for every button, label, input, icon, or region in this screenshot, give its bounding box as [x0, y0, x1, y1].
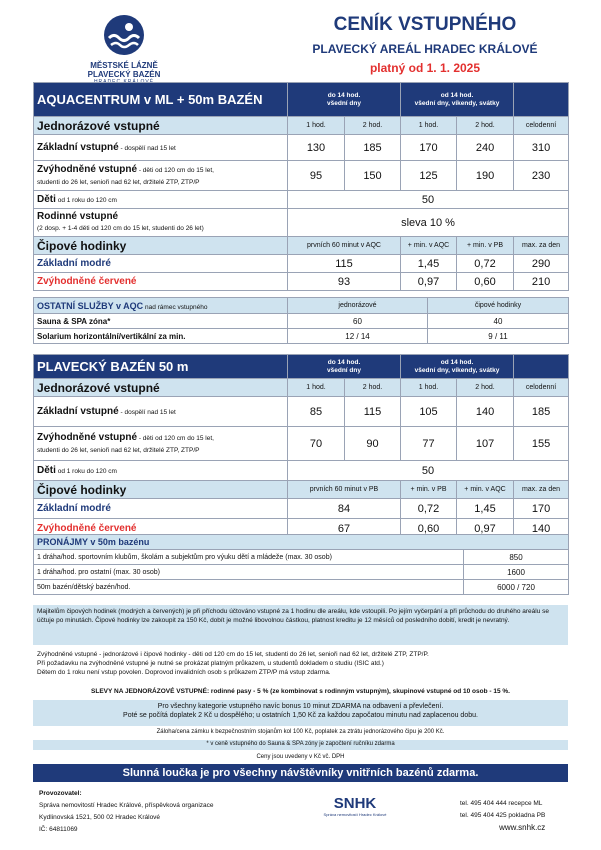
- banner: Slunná loučka je pro všechny návštěvníky vnitřních bazénů zdarma.: [33, 764, 568, 782]
- price: 240: [457, 135, 514, 161]
- col-header: max. za den: [514, 481, 569, 499]
- price: 50: [288, 191, 569, 209]
- snhk-sub: Správa nemovitostí Hradec Králové: [323, 812, 387, 817]
- aqc-title: AQUACENTRUM v ML + 50m BAZÉN: [34, 83, 288, 117]
- price: 90: [345, 427, 401, 461]
- table-row: 1 dráha/hod. sportovním klubům, školám a subjektům pro výuku dětí a mládeže (max. 30 osob): [34, 550, 464, 565]
- price: 1,45: [457, 499, 514, 519]
- page-subtitle: PLAVECKÝ AREÁL HRADEC KRÁLOVÉ: [312, 42, 538, 56]
- price: 107: [457, 427, 514, 461]
- price: 6000 / 720: [464, 580, 569, 595]
- col-header: jednorázové: [288, 298, 428, 314]
- price: 170: [401, 135, 457, 161]
- price: 105: [401, 397, 457, 427]
- valid-from: platný od 1. 1. 2025: [369, 61, 481, 75]
- rent-title: PRONÁJMY v 50m bazénu: [34, 535, 569, 550]
- footer-contact: [460, 798, 545, 834]
- bonus-info: [33, 700, 568, 726]
- pb-header-weekday: do 14 hod. všední dny: [288, 355, 401, 379]
- logo: [85, 14, 163, 85]
- footer-provider: [39, 788, 214, 836]
- footer-tel: tel. 495 404 425 pokladna PB: [460, 812, 546, 819]
- price: 290: [514, 255, 569, 273]
- price: 40: [428, 314, 569, 329]
- price: 77: [401, 427, 457, 461]
- services-title: OSTATNÍ SLUŽBY v AQC nad rámec vstupného: [34, 298, 288, 314]
- reduced-info-line: Dětem do 1 roku není vstup povolen. Doprovod invalidních osob s průkazem ZTP/P má vstup zdarma.: [37, 669, 331, 676]
- table-row: 50m bazén/dětský bazén/hod.: [34, 580, 464, 595]
- price: 50: [288, 461, 569, 481]
- price: 1600: [464, 565, 569, 580]
- chip-info-text: Majitelům čipových hodinek (modrých a červených) je při příchodu účtováno vstupné za 1 hodinu dle areálu, kde vstoupili. Po jejím vyčerpání a při průchodu do druhého areálu se účtuje po minutách. Čipové hodinky lze zakoupit za 150 Kč, dobít je možné libovolnou částkou, platnost kreditu je 12 měsíců od posledního dobití, kredit je nevratný.: [37, 608, 549, 624]
- footer-ic: IČ: 64811069: [39, 826, 78, 833]
- price: 230: [514, 161, 569, 191]
- col-header: max. za den: [514, 237, 569, 255]
- col-header: 1 hod.: [401, 379, 457, 397]
- discount-text: SLEVY NA JEDNORÁZOVÉ VSTUPNÉ: rodinné pasy - 5 % (ze kombinovat s rodinným vstupným), skupinové vstupné od 10 osob - 15 %.: [91, 688, 510, 695]
- pb-table: [33, 354, 569, 539]
- col-header: prvních 60 minut v AQC: [288, 237, 401, 255]
- footer-tel: tel. 495 404 444 recepce ML: [460, 800, 543, 807]
- reduced-info-line: Zvýhodněné vstupné - jednorázové i čipové hodinky - děti od 120 cm do 15 let, studenti do 26 let, senioři nad 62 let, držitelé ZTP, ZTP/P.: [37, 651, 429, 658]
- price: 0,72: [457, 255, 514, 273]
- pb-header-after: od 14 hod. všední dny, víkendy, svátky: [401, 355, 514, 379]
- footer-org: Správa nemovitostí Hradec Králové, příspěvková organizace: [39, 802, 214, 809]
- price: 93: [288, 273, 401, 291]
- footer-provider-label: Provozovatel:: [39, 790, 82, 797]
- col-header: 2 hod.: [345, 117, 401, 135]
- vat-note: Ceny jsou uvedeny v Kč vč. DPH: [256, 754, 345, 760]
- aqc-header-weekday: do 14 hod. všední dny: [288, 83, 401, 117]
- aqc-table: [33, 82, 569, 291]
- logo-line2: PLAVECKÝ BAZÉN: [87, 70, 161, 79]
- table-row: Rodinné vstupné (2 dosp. + 1-4 děti od 120 cm do 15 let, studenti do 26 let): [34, 209, 288, 237]
- pb-single-label: Jednorázové vstupné: [34, 379, 288, 397]
- price: 125: [401, 161, 457, 191]
- price: 115: [288, 255, 401, 273]
- price: 210: [514, 273, 569, 291]
- footer-address: Kydlinovská 1521, 500 02 Hradec Králové: [39, 814, 161, 821]
- services-table: [33, 297, 569, 344]
- bonus-line: Pro všechny kategorie vstupného navíc bonus 10 minut ZDARMA na odbavení a převlečení.: [157, 703, 444, 710]
- table-row: Základní vstupné - dospělí nad 15 let: [34, 135, 288, 161]
- col-header: prvních 60 minut v PB: [288, 481, 401, 499]
- price: 170: [514, 499, 569, 519]
- reduced-info-line: Při požadavku na zvýhodněné vstupné je nutné se prokázat platným průkazem, u studentů dokladem o studiu (ISIC atd.): [37, 660, 384, 667]
- price: 140: [514, 519, 569, 539]
- table-row: Zvýhodněné vstupné - děti od 120 cm do 15 let, studenti do 26 let, senioři nad 62 let, držitelé ZTP, ZTP/P: [34, 161, 288, 191]
- col-header: + min. v PB: [401, 481, 457, 499]
- price: 0,60: [457, 273, 514, 291]
- reduced-info: [33, 650, 568, 677]
- price: 84: [288, 499, 401, 519]
- col-header: + min. v PB: [457, 237, 514, 255]
- col-header: 2 hod.: [457, 379, 514, 397]
- price: 60: [288, 314, 428, 329]
- price: sleva 10 %: [288, 209, 569, 237]
- price: 115: [345, 397, 401, 427]
- price: 185: [345, 135, 401, 161]
- deposit-text: Záloha/cena zámku k bezpečnostním stojanům kol 100 Kč, poplatek za ztrátu jednorázového čipu je 200 Kč.: [156, 729, 445, 735]
- price: 150: [345, 161, 401, 191]
- col-header: + min. v AQC: [401, 237, 457, 255]
- table-row: Základní modré: [34, 255, 288, 273]
- table-row: Děti od 1 roku do 120 cm: [34, 191, 288, 209]
- table-row: Základní vstupné - dospělí nad 15 let: [34, 397, 288, 427]
- col-header: 1 hod.: [288, 379, 345, 397]
- price: 185: [514, 397, 569, 427]
- pb-chip-label: Čipové hodinky: [34, 481, 288, 499]
- snhk-logo: [315, 795, 395, 817]
- table-row: Děti od 1 roku do 120 cm: [34, 461, 288, 481]
- table-row: Zvýhodněné červené: [34, 273, 288, 291]
- col-header: čipové hodinky: [428, 298, 569, 314]
- price: 1,45: [401, 255, 457, 273]
- price: 850: [464, 550, 569, 565]
- col-header: 1 hod.: [401, 117, 457, 135]
- table-row: Zvýhodněné vstupné - děti od 120 cm do 15 let, studenti do 26 let, senioři nad 62 let, držitelé ZTP, ZTP/P: [34, 427, 288, 461]
- page-title: CENÍK VSTUPNÉHO: [333, 14, 517, 35]
- aqc-single-label: Jednorázové vstupné: [34, 117, 288, 135]
- price: 67: [288, 519, 401, 539]
- col-header: 2 hod.: [345, 379, 401, 397]
- table-row: Sauna & SPA zóna*: [34, 314, 288, 329]
- price: 85: [288, 397, 345, 427]
- price: 12 / 14: [288, 329, 428, 344]
- price: 310: [514, 135, 569, 161]
- col-header: celodenní: [514, 379, 569, 397]
- table-row: Zvýhodněné červené: [34, 519, 288, 539]
- price: 95: [288, 161, 345, 191]
- table-row: 1 dráha/hod. pro ostatní (max. 30 osob): [34, 565, 464, 580]
- price: 0,72: [401, 499, 457, 519]
- pb-title: PLAVECKÝ BAZÉN 50 m: [34, 355, 288, 379]
- aqc-header-after: od 14 hod. všední dny, víkendy, svátky: [401, 83, 514, 117]
- price: 0,97: [401, 273, 457, 291]
- footer-web[interactable]: www.snhk.cz: [499, 823, 546, 832]
- price: 190: [457, 161, 514, 191]
- aqc-chip-label: Čipové hodinky: [34, 237, 288, 255]
- swimmer-logo-icon: [101, 14, 147, 56]
- col-header: celodenní: [514, 117, 569, 135]
- price: 70: [288, 427, 345, 461]
- col-header: 1 hod.: [288, 117, 345, 135]
- table-row: Solarium horizontální/vertikální za min.: [34, 329, 288, 344]
- snhk-brand: SNHK: [333, 795, 377, 812]
- col-header: + min. v AQC: [457, 481, 514, 499]
- price: 155: [514, 427, 569, 461]
- bonus-line: Poté se počítá doplatek 2 Kč u dospělého; u ostatních 1,50 Kč za každou započatou minutu nad zaplacenou dobu.: [123, 712, 478, 719]
- price: 9 / 11: [428, 329, 569, 344]
- rent-table: [33, 534, 569, 595]
- price: 130: [288, 135, 345, 161]
- table-row: Základní modré: [34, 499, 288, 519]
- logo-line1: MĚSTSKÉ LÁZNĚ: [90, 61, 158, 70]
- price: 0,97: [457, 519, 514, 539]
- price: 140: [457, 397, 514, 427]
- col-header: 2 hod.: [457, 117, 514, 135]
- price: 0,60: [401, 519, 457, 539]
- sauna-note: * v ceně vstupného do Sauna & SPA zóny je započtení ručníku zdarma: [33, 740, 568, 750]
- chip-info: [33, 605, 568, 645]
